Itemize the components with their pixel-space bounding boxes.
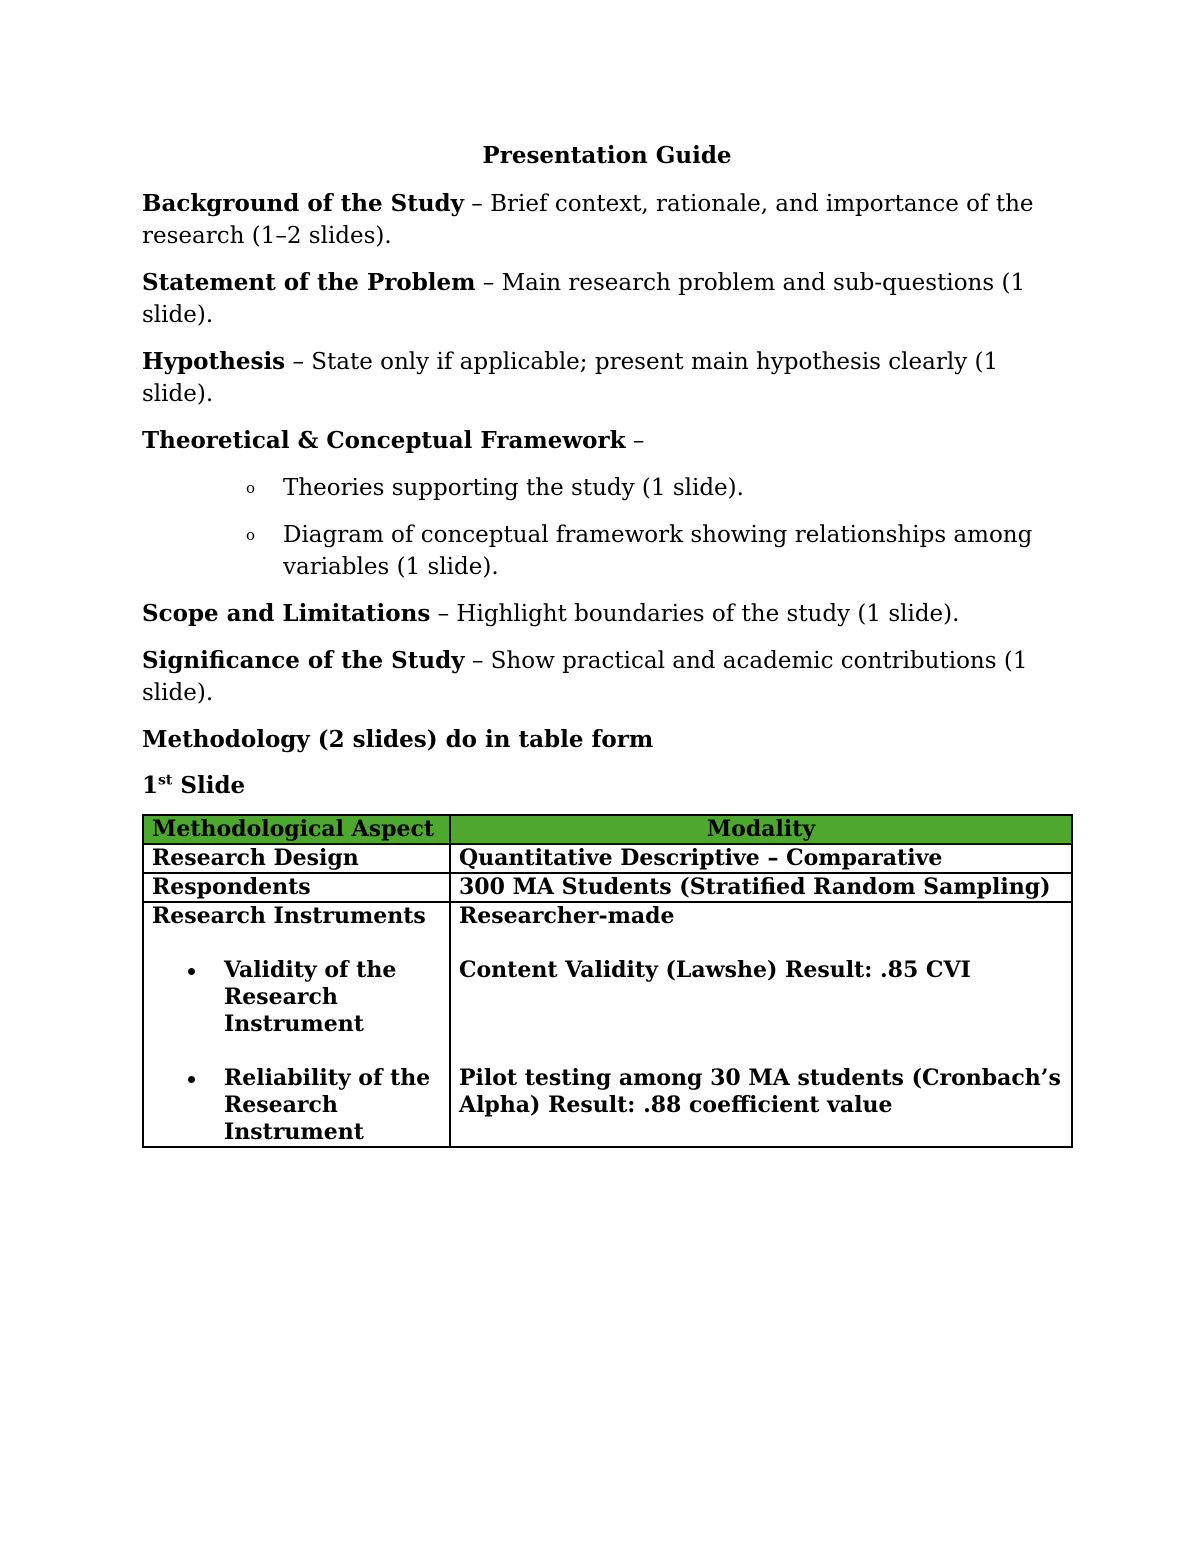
section-problem: Statement of the Problem – Main research problem and sub-questions (1 slide). [142, 269, 1026, 328]
section-text: Highlight boundaries of the study (1 slide). [456, 601, 960, 627]
circle-bullet-icon: o [246, 479, 256, 497]
section-heading: Significance of the Study [142, 647, 465, 674]
section-text: Brief context, rationale, and importance of the research (1–2 slides). [142, 191, 1034, 249]
list-item: o Theories supporting the study (1 slide). [142, 472, 1072, 504]
bullet-dot-icon [188, 968, 195, 975]
bullet-dot-icon [188, 1076, 195, 1083]
circle-bullet-icon: o [246, 526, 256, 544]
framework-list [142, 472, 1072, 583]
section-heading: Scope and Limitations [142, 600, 431, 627]
section-heading: Hypothesis [142, 348, 286, 375]
table-cell-aspect: Research Instruments Validity of the Research Instrument Reliability of the Research Instrument [143, 902, 450, 1147]
section-hypothesis: Hypothesis – State only if applicable; present main hypothesis clearly (1 slide). [142, 348, 999, 407]
table-cell-modality: Quantitative Descriptive – Comparative [450, 844, 1072, 873]
methodology-table [142, 814, 1073, 1148]
section-heading: Theoretical & Conceptual Framework [142, 427, 626, 454]
table-header-modality: Modality [450, 815, 1072, 844]
section-heading: Background of the Study [142, 190, 464, 217]
section-framework: Theoretical & Conceptual Framework – [142, 427, 645, 454]
section-text: Show practical and academic contributions (1 slide). [142, 648, 1028, 706]
reliability-result: Pilot testing among 30 MA students (Cronbach’s Alpha) Result: .88 coefficient value [459, 1065, 1061, 1118]
section-background: Background of the Study – Brief context, rationale, and importance of the research (1–2 slides). [142, 190, 1034, 249]
slide-label: 1st Slide [142, 772, 246, 799]
table-row [143, 873, 1072, 902]
table-cell-modality: Researcher-made Content Validity (Lawshe) Result: .85 CVI Pilot testing among 30 MA students (Cronbach’s Alpha) Result: .88 coefficient value [450, 902, 1072, 1147]
list-item: Reliability of the Research Instrument [152, 1065, 441, 1146]
instrument-list [152, 957, 441, 1146]
list-item: Validity of the Research Instrument [152, 957, 441, 1038]
table-row-instruments [143, 902, 1072, 1147]
table-cell-aspect: Research Design [143, 844, 450, 873]
validity-result: Content Validity (Lawshe) Result: .85 CVI [459, 957, 971, 983]
table-row [143, 844, 1072, 873]
table-cell-aspect: Respondents [143, 873, 450, 902]
section-text: Main research problem and sub-questions (1 slide). [142, 270, 1026, 328]
section-heading: Statement of the Problem [142, 269, 476, 296]
section-significance: Significance of the Study – Show practical and academic contributions (1 slide). [142, 647, 1028, 706]
table-header-row [143, 815, 1072, 844]
list-item: o Diagram of conceptual framework showing relationships among variables (1 slide). [142, 519, 1072, 583]
section-scope: Scope and Limitations – Highlight boundaries of the study (1 slide). [142, 600, 960, 627]
document-content [142, 140, 1072, 1148]
table-header-aspect: Methodological Aspect [143, 815, 450, 844]
table-cell-modality: 300 MA Students (Stratified Random Sampling) [450, 873, 1072, 902]
section-text: State only if applicable; present main hypothesis clearly (1 slide). [142, 349, 999, 407]
page-title: Presentation Guide [482, 142, 732, 169]
methodology-heading: Methodology (2 slides) do in table form [142, 726, 654, 753]
